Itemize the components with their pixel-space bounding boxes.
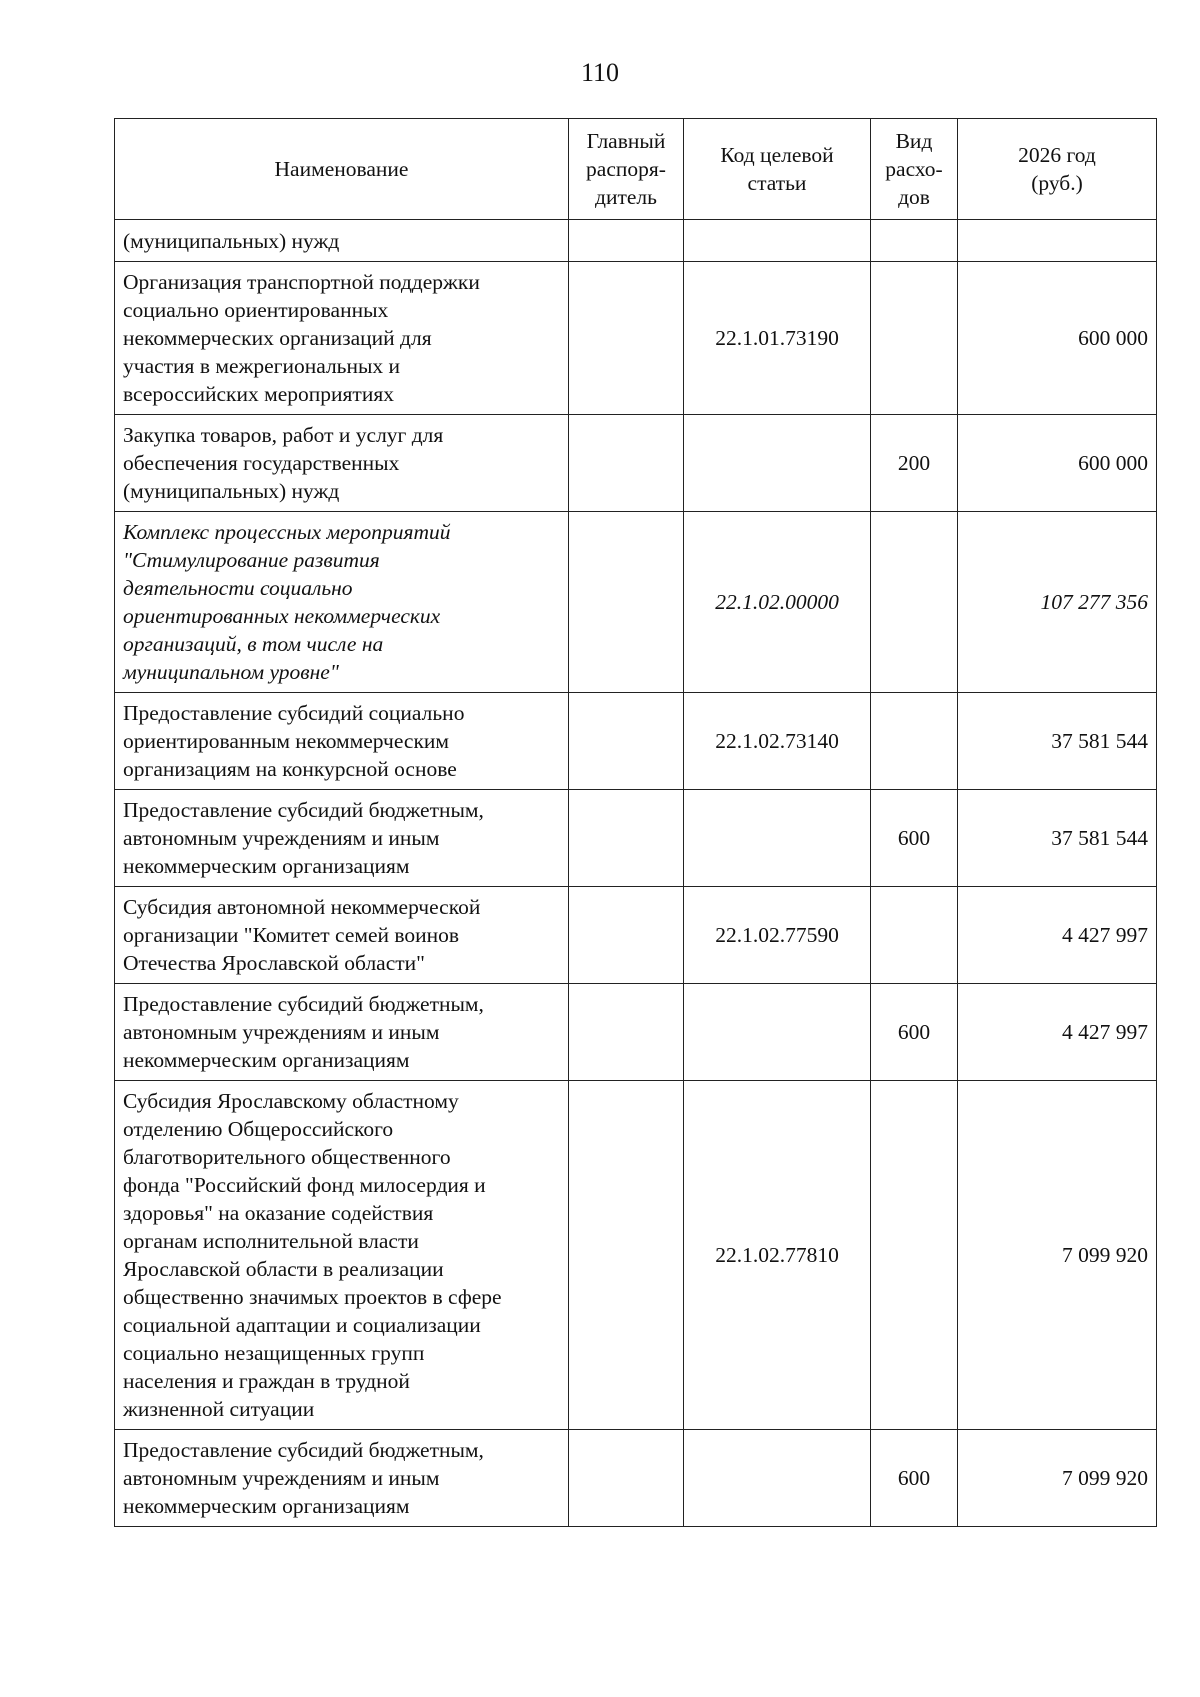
cell-type: 200 xyxy=(871,415,958,512)
cell-type xyxy=(871,1081,958,1430)
cell-type xyxy=(871,887,958,984)
cell-name-line: благотворительного общественного xyxy=(123,1145,451,1169)
cell-code xyxy=(684,415,871,512)
cell-type: 600 xyxy=(871,984,958,1081)
cell-name-line: автономным учреждениям и иным xyxy=(123,1020,440,1044)
cell-name xyxy=(115,512,569,693)
cell-name-line: социально ориентированных xyxy=(123,298,389,322)
cell-admin xyxy=(569,262,684,415)
cell-type xyxy=(871,220,958,262)
cell-name-line: Отечества Ярославской области" xyxy=(123,951,425,975)
cell-code xyxy=(684,984,871,1081)
cell-sum: 107 277 356 xyxy=(958,512,1157,693)
table-row xyxy=(115,693,1157,790)
cell-name-line: Субсидия автономной некоммерческой xyxy=(123,895,481,919)
cell-name-line: общественно значимых проектов в сфере xyxy=(123,1285,502,1309)
cell-name-line: Комплекс процессных мероприятий xyxy=(123,520,451,544)
cell-type: 600 xyxy=(871,790,958,887)
table-row xyxy=(115,262,1157,415)
cell-type xyxy=(871,693,958,790)
table-row xyxy=(115,1081,1157,1430)
cell-code: 22.1.01.73190 xyxy=(684,262,871,415)
cell-name xyxy=(115,790,569,887)
cell-name-line: (муниципальных) нужд xyxy=(123,479,340,503)
cell-name-line: участия в межрегиональных и xyxy=(123,354,401,378)
cell-sum: 37 581 544 xyxy=(958,693,1157,790)
cell-name-line: муниципальном уровне" xyxy=(123,660,339,684)
cell-admin xyxy=(569,693,684,790)
cell-type xyxy=(871,512,958,693)
cell-sum: 600 000 xyxy=(958,415,1157,512)
cell-code: 22.1.02.77590 xyxy=(684,887,871,984)
cell-name-line: автономным учреждениям и иным xyxy=(123,826,440,850)
cell-name-line: фонда "Российский фонд милосердия и xyxy=(123,1173,486,1197)
table-row xyxy=(115,790,1157,887)
header-admin: Главный распоря- дитель xyxy=(569,119,684,220)
table-row xyxy=(115,220,1157,262)
cell-code: 22.1.02.00000 xyxy=(684,512,871,693)
cell-code xyxy=(684,220,871,262)
table-row xyxy=(115,415,1157,512)
cell-name-line: Субсидия Ярославскому областному xyxy=(123,1089,459,1113)
cell-admin xyxy=(569,887,684,984)
table-row xyxy=(115,984,1157,1081)
cell-name-line: некоммерческим организациям xyxy=(123,1494,410,1518)
cell-name-line: социальной адаптации и социализации xyxy=(123,1313,481,1337)
header-code: Код целевой статьи xyxy=(684,119,871,220)
cell-name-line: деятельности социально xyxy=(123,576,353,600)
table-row xyxy=(115,887,1157,984)
cell-name-line: некоммерческим организациям xyxy=(123,854,410,878)
cell-name xyxy=(115,984,569,1081)
cell-sum: 4 427 997 xyxy=(958,984,1157,1081)
cell-name xyxy=(115,220,569,262)
cell-name-line: некоммерческих организаций для xyxy=(123,326,432,350)
cell-admin xyxy=(569,220,684,262)
cell-code xyxy=(684,1430,871,1527)
cell-name-line: Закупка товаров, работ и услуг для xyxy=(123,423,444,447)
budget-table xyxy=(114,118,1157,1527)
cell-sum xyxy=(958,220,1157,262)
cell-name xyxy=(115,1081,569,1430)
cell-name xyxy=(115,1430,569,1527)
cell-name-line: здоровья" на оказание содействия xyxy=(123,1201,434,1225)
header-type: Вид расхо- дов xyxy=(871,119,958,220)
cell-admin xyxy=(569,1430,684,1527)
cell-name-line: обеспечения государственных xyxy=(123,451,400,475)
cell-name-line: Организация транспортной поддержки xyxy=(123,270,480,294)
cell-name-line: органам исполнительной власти xyxy=(123,1229,419,1253)
table-row xyxy=(115,512,1157,693)
cell-name-line: Предоставление субсидий бюджетным, xyxy=(123,1438,484,1462)
cell-sum: 600 000 xyxy=(958,262,1157,415)
cell-name xyxy=(115,693,569,790)
cell-admin xyxy=(569,984,684,1081)
cell-code: 22.1.02.77810 xyxy=(684,1081,871,1430)
table-header-row xyxy=(115,119,1157,220)
cell-type: 600 xyxy=(871,1430,958,1527)
header-sum: 2026 год (руб.) xyxy=(958,119,1157,220)
cell-name-line: автономным учреждениям и иным xyxy=(123,1466,440,1490)
cell-name-line: ориентированным некоммерческим xyxy=(123,729,450,753)
cell-sum: 7 099 920 xyxy=(958,1081,1157,1430)
cell-name xyxy=(115,262,569,415)
cell-sum: 37 581 544 xyxy=(958,790,1157,887)
cell-name-line: всероссийских мероприятиях xyxy=(123,382,394,406)
cell-name-line: организаций, в том числе на xyxy=(123,632,384,656)
cell-admin xyxy=(569,512,684,693)
cell-name xyxy=(115,415,569,512)
cell-name-line: Предоставление субсидий бюджетным, xyxy=(123,992,484,1016)
cell-name-line: отделению Общероссийского xyxy=(123,1117,394,1141)
page-number: 110 xyxy=(580,58,620,87)
cell-name-line: Предоставление субсидий бюджетным, xyxy=(123,798,484,822)
cell-name-line: Ярославской области в реализации xyxy=(123,1257,444,1281)
table-body xyxy=(115,220,1157,1527)
table-row xyxy=(115,1430,1157,1527)
cell-name-line: ориентированных некоммерческих xyxy=(123,604,441,628)
cell-name-line: организации "Комитет семей воинов xyxy=(123,923,460,947)
cell-sum: 4 427 997 xyxy=(958,887,1157,984)
cell-admin xyxy=(569,1081,684,1430)
cell-name-line: некоммерческим организациям xyxy=(123,1048,410,1072)
header-name: Наименование xyxy=(115,119,569,220)
cell-code xyxy=(684,790,871,887)
cell-code: 22.1.02.73140 xyxy=(684,693,871,790)
cell-name-line: жизненной ситуации xyxy=(123,1397,315,1421)
cell-name xyxy=(115,887,569,984)
cell-type xyxy=(871,262,958,415)
cell-sum: 7 099 920 xyxy=(958,1430,1157,1527)
cell-admin xyxy=(569,415,684,512)
cell-name-line: организациям на конкурсной основе xyxy=(123,757,457,781)
cell-name-line: социально незащищенных групп xyxy=(123,1341,425,1365)
cell-name-line: "Стимулирование развития xyxy=(123,548,380,572)
cell-name-line: (муниципальных) нужд xyxy=(123,228,340,253)
cell-name-line: населения и граждан в трудной xyxy=(123,1369,410,1393)
cell-name-line: Предоставление субсидий социально xyxy=(123,701,465,725)
cell-admin xyxy=(569,790,684,887)
